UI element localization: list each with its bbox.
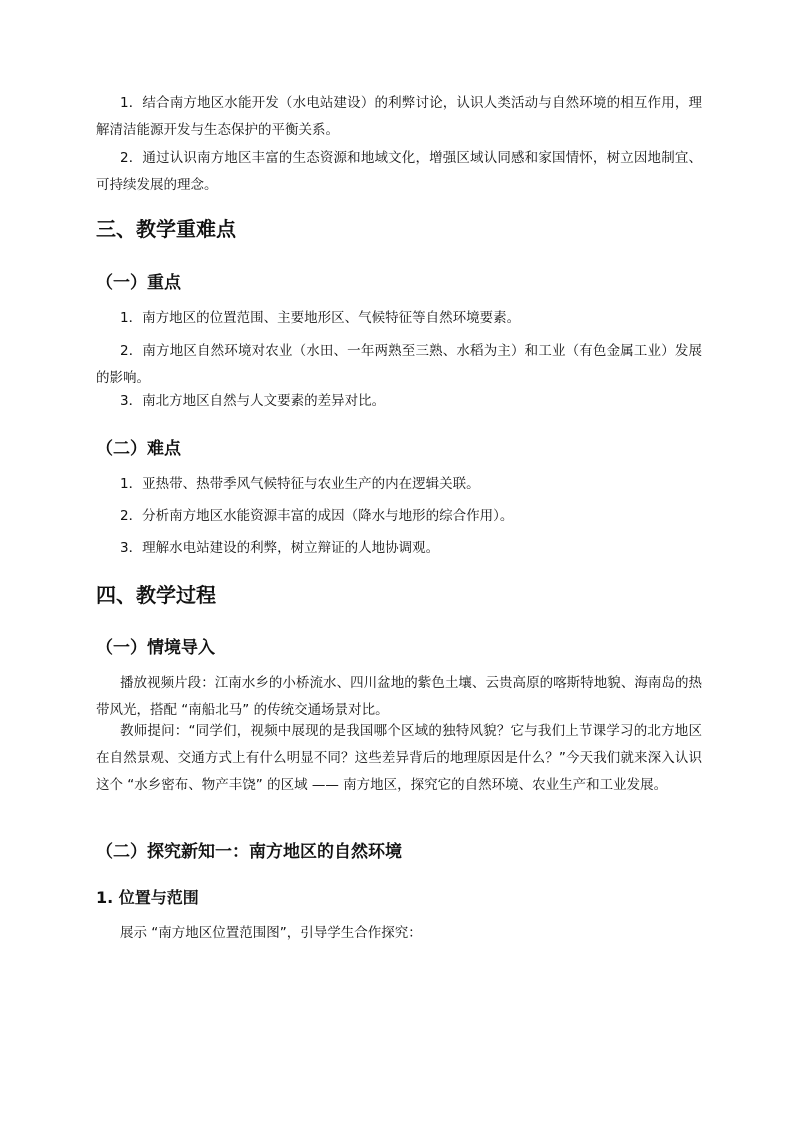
intro-paragraph-1: 播放视频片段：江南水乡的小桥流水、四川盆地的紫色土壤、云贵高原的喀斯特地貌、海南岛的热带风光，搭配 “南船北马” 的传统交通场景对比。: [96, 675, 702, 718]
key-point-3: 3．南北方地区自然与人文要素的差异对比。: [120, 393, 386, 409]
subsubheading-location-range: 1. 位置与范围: [96, 888, 199, 907]
goal-paragraph-1: 1．结合南方地区水能开发（水电站建设）的利弊讨论，认识人类活动与自然环境的相互作用，理解清洁能源开发与生态保护的平衡关系。: [96, 95, 702, 138]
subheading-difficult-points: （二）难点: [96, 439, 181, 459]
subheading-key-points: （一）重点: [96, 273, 181, 293]
intro-paragraph-2: 教师提问：“同学们，视频中展现的是我国哪个区域的独特风貌？它与我们上节课学习的北方地区在自然景观、交通方式上有什么明显不同？这些差异背后的地理原因是什么？”今天我们就来深入认识这个 “水乡密布、物产丰饶” 的区域 —— 南方地区，探究它的自然环境、农业生产和工业发展。: [96, 723, 702, 793]
location-paragraph-1: 展示 “南方地区位置范围图”，引导学生合作探究：: [120, 925, 422, 941]
key-point-2: 2．南方地区自然环境对农业（水田、一年两熟至三熟、水稻为主）和工业（有色金属工业）发展的影响。: [96, 343, 702, 386]
section-heading-teaching-process: 四、教学过程: [96, 583, 216, 607]
difficult-point-2: 2．分析南方地区水能资源丰富的成因（降水与地形的综合作用）。: [120, 508, 514, 524]
section-heading-key-difficult-points: 三、教学重难点: [96, 217, 236, 241]
difficult-point-3: 3．理解水电站建设的利弊，树立辩证的人地协调观。: [120, 540, 440, 556]
goal-paragraph-2: 2．通过认识南方地区丰富的生态资源和地域文化，增强区域认同感和家国情怀，树立因地制宜、可持续发展的理念。: [96, 150, 702, 193]
subheading-scenario-intro: （一）情境导入: [96, 638, 215, 658]
subheading-explore-natural-environment: （二）探究新知一：南方地区的自然环境: [96, 842, 402, 862]
key-point-1: 1．南方地区的位置范围、主要地形区、气候特征等自然环境要素。: [120, 310, 521, 326]
difficult-point-1: 1．亚热带、热带季风气候特征与农业生产的内在逻辑关联。: [120, 476, 480, 492]
